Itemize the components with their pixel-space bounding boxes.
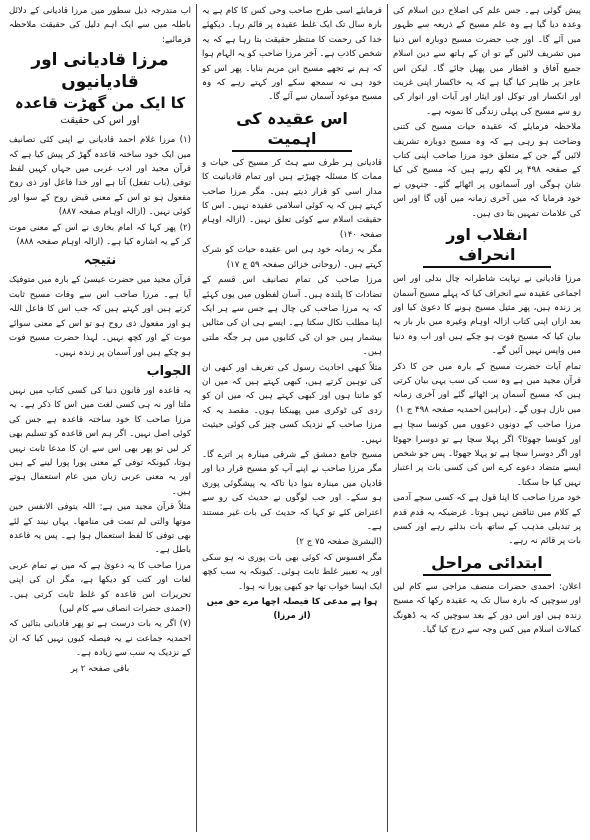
paragraph: (۱) مرزا غلام احمد قادیانی نے اپنی کئی تصانیف میں ایک خود ساختہ قاعدہ گھڑ کر پیش کیا ہے کہ قرآن مجید اور ادب عربی میں جہاں کہیں لفظ توفی (باب تفعل) آتا ہے اور خدا فاعل اور ذی روح مفعول ہو تو اس کے معنی قبض روح کے سوا اور کوئی نہیں۔ (ازالہ اوہام صفحہ ۸۸۷) — [9, 135, 191, 218]
paragraph: اعلان: احمدی حضرات منصف مزاجی سے کام لیں اور سوچیں کہ بارہ سال تک یہ عقیدہ رکھا کہ مسیح زندہ ہیں اور اس دور کے بعد سوچیں کہ یہ ڈھونگ کمالات اسلام میں کس وجہ سے درج کیا گیا۔ — [393, 581, 581, 636]
paragraph: فرمایئے اسی طرح صاحب وحی کس کا کام ہے یہ بارہ سال تک ایک غلط عقیدہ پر قائم رہا۔ دیکھئے خدا کی رحمت کا منتظر حقیقت بتا رہا ہے کہ یہ شخص کاذب ہے۔ آخر مرزا صاحب کو یہ الہام ہوا کہ ہم نے تجھے مسیح ابن مریم بنایا۔ پھر اس کو خود ہی نہ سمجھ سکے اور کہتے رہے کہ وہ مسیح موعود آسمان سے آئے گا۔ — [202, 6, 382, 103]
paragraph: قادیانی ہر طرف سے ہٹ کر مسیح کی حیات و ممات کا مسئلہ چھیڑتے ہیں اور تمام قادیانیت کا مدار اسی کو قرار دیتے ہیں۔ مگر مرزا صاحب کہتے ہیں کہ یہ کوئی اسلامی عقیدہ نہیں۔ اس کا حقیقت اسلام سے کوئی تعلق نہیں۔ (ازالہ اوہام صفحہ ۱۴۰) — [202, 157, 382, 240]
paragraph: مثلاً قرآن مجید میں ہے: اللہ یتوفی الانفس حین موتھا والتی لم تمت فی منامھا۔ یہاں نیند کے لئے بھی توفی کا لفظ استعمال ہوا ہے۔ پس یہ قاعدہ باطل ہے۔ — [9, 502, 191, 556]
section-heading: انقلاب اور انحراف — [423, 225, 551, 268]
paragraph: یہ قاعدہ اور قانون دنیا کی کسی کتاب میں نہیں ملتا اور نہ ہی کسی لغت میں اس کا ذکر ہے۔ یہ مرزا صاحب کا خود ساختہ قاعدہ ہے جس کی کوئی اصل نہیں۔ اگر ہم اس قاعدہ کو تسلیم بھی کر لیں تو پھر بھی اس سے ان کا مدعا ثابت نہیں ہوتا، کیونکہ توفی کے معنی پورا پورا لینے کے ہیں اور یہ معنی عربی زبان میں عام استعمال ہوتے ہیں۔ — [9, 385, 191, 497]
citation: (البشریٰ صفحہ ۷۵ ج ۲) — [295, 537, 382, 548]
continuation-note: باقی صفحہ ۲ پر — [70, 663, 130, 674]
paragraph: (۷) اگر یہ بات درست ہے تو پھر قادیانی بتائیں کہ احمدیہ جماعت نے یہ فیصلہ کیوں نہیں کیا کہ ان کے نزدیک یہ سب سے زیادہ ہے۔ — [9, 619, 191, 659]
intro-paragraph: اب مندرجہ ذیل سطور میں مرزا قادیانی کے دلائل باطلہ میں سے ایک اہم دلیل کی حقیقت ملاحظہ فرمائیے: — [9, 6, 191, 45]
newspaper-page — [4, 4, 586, 832]
article-title — [9, 49, 191, 129]
verse: ہوا ہے مدعی کا فیصلہ اچھا مرے حق میں (از مرزا) — [206, 597, 378, 622]
paragraph: ملاحظہ فرمایئے کہ عقیدہ حیات مسیح کی کتنی وضاحت ہو رہی ہے کہ وہ مسیح دوبارہ تشریف لائیں گے جن کے متعلق خود مرزا صاحب اپنی کتاب کے صفحہ ۴۹۸ پر لکھ رہے ہیں کہ مسیح کی کیا شان ہوگی اور آسمانوں پر اٹھائے گئے۔ جنہوں نے خود فرمایا کہ میں آخری زمانہ میں آؤں گا اور اس کی علامات تمہیں بتا دی ہیں۔ — [393, 122, 581, 219]
paragraph: مگر یہ زمانہ خود ہی اس عقیدہ حیات کو شرک کہتے ہیں۔ (روحانی خزائن صفحہ ۵۹ ج ۱۷) — [202, 245, 382, 270]
section-heading: نتیجہ — [83, 253, 117, 269]
paragraph: مسیح جامع دمشق کے شرقی مینارہ پر اترے گا۔ مگر مرزا صاحب نے اپنے آپ کو مسیح قرار دیا اور قادیان میں مینارہ بنوا دیا تاکہ یہ پیشگوئی پوری ہو سکے۔ اور جب لوگوں نے حدیث کی رو سے اعتراض کئے تو کہا کہ حدیث کی بات غیر مستند ہے۔ — [202, 449, 382, 532]
paragraph: مثلاً کبھی احادیث رسول کی تعریف اور کبھی ان کی توہین کرتے ہیں، کبھی کہتے ہیں کہ میں ان کو مانتا ہوں اور کبھی کہتے ہیں کہ میں ان کو ردی کی ٹوکری میں پھینکتا ہوں۔ مقصد یہ کہ مرزا صاحب کے نزدیک کسی چیز کی کوئی حیثیت نہیں۔ — [202, 362, 382, 445]
paragraph: مرزا صاحب کے دونوں دعووں میں کونسا سچا ہے اور کونسا جھوٹا؟ اگر پہلا سچا ہے تو دوسرا جھوٹا اور اگر دوسرا سچا ہے تو پہلا جھوٹا۔ پس جو شخص ایسے متضاد دعوے کرے اس کی کسی بات پر اعتبار نہیں کیا جا سکتا۔ — [393, 420, 581, 488]
paragraph: قرآن مجید میں حضرت عیسیٰ کے بارہ میں متوفیک آیا ہے۔ مرزا صاحب اس سے وفات مسیح ثابت کرتے ہیں اور کہتے ہیں کہ جب اس کا فاعل اللہ ہو اور مفعول ذی روح ہو تو اس کے معنی سوائے موت کے اور کچھ نہیں۔ لہذا حضرت مسیح فوت ہو چکے ہیں اور آسمان پر زندہ نہیں۔ — [9, 275, 191, 358]
left-column — [4, 4, 196, 832]
paragraph: مگر افسوس کہ کوئی بھی بات پوری نہ ہو سکی اور یہ تعبیر غلط ثابت ہوئی۔ کیونکہ یہ سب کچھ ایک ایسا خواب تھا جو کبھی پورا نہ ہوا۔ — [202, 552, 382, 592]
paragraph: مرزا قادیانی نے نہایت شاطرانہ چال بدلی اور اس اجماعی عقیدہ سے انحراف کیا کہ پہلے مسیح آسمان پر زندہ ہیں، پھر مثیل مسیح ہونے کا دعویٰ کیا اور بعد ازاں اپنی کتاب ازالہ اوہام وغیرہ میں بار بار یہ بیان کیا کہ مسیح فوت ہو چکے ہیں اور اب وہ دنیا میں واپس نہیں آئیں گے۔ — [393, 274, 581, 357]
paragraph: مرزا صاحب کا یہ دعویٰ ہے کہ میں نے تمام عربی لغات اور کتب کو دیکھا ہے، مگر ان کی اپنی تحریرات اس قاعدہ کو غلط ثابت کرتی ہیں۔ (احمدی حضرات انصاف سے کام لیں) — [9, 560, 191, 614]
title-line-2: کا ایک من گھڑت قاعدہ — [14, 94, 186, 113]
title-line-1: مرزا قادیانی اور قادیانیوں — [31, 50, 169, 93]
middle-column — [196, 4, 388, 832]
paragraph: خود مرزا صاحب کا اپنا قول ہے کہ کسی سچے آدمی کے کلام میں تناقض نہیں ہوتا۔ غرضیکہ یہ قدم قدم پر تبدیلی مذہب کے ساتھ بات بدلتے رہے اور کسی بات پر قائم نہ رہے۔ — [393, 493, 581, 547]
section-heading: الجواب — [146, 363, 191, 379]
paragraph: (۲) پھر کہا کہ امام بخاری نے اس کے معنی موت کر کے یہ اشارہ کیا ہے۔ (ازالہ اوہام صفحہ ۸۸۸) — [9, 222, 191, 248]
right-column — [388, 4, 586, 832]
paragraph: پیش گوئی ہے۔ جس علم کی اصلاح دین اسلام کی وعدہ دیا گیا ہے وہ علم مسیح کے ذریعہ سے ظہور میں آئے گا۔ اور جب حضرت مسیح دوبارہ اس دنیا میں تشریف لائیں گے تو ان کے ہاتھ سے دین اسلام جمیع آفاق و اقطار میں پھیل جائے گا۔ لیکن اس عاجز پر ظاہر کیا گیا ہے کہ یہ خاکسار اپنی غربت اور انکسار اور توکل اور ایثار اور آیات اور انوار کی رو سے مسیح کی پہلی زندگی کا نمونہ ہے۔ — [393, 6, 581, 117]
paragraph: مرزا صاحب کی تمام تصانیف اس قسم کے تضادات کا پلندہ ہیں۔ آسان لفظوں میں یوں کہئے کہ یہ مرزا صاحب کی چال ہے جس سے ہر ایک اپنا مطلب نکال سکتا ہے۔ ایسے ہی ان کی مثالیں بیشمار ہیں جو ان کی کتابوں میں ہر جگہ ملتی ہیں۔ — [202, 275, 382, 358]
section-heading: اس عقیدہ کی اہمیت — [232, 109, 352, 152]
paragraph: تمام آیات حضرت مسیح کے بارہ میں جن کا ذکر قرآن مجید میں ہے وہ سب کی سب یہی بیان کرتی ہیں کہ مسیح آسمان پر اٹھائے گئے اور آخری زمانہ میں نازل ہوں گے۔ (براہین احمدیہ صفحہ ۴۹۸ ج ۱) — [393, 361, 581, 415]
section-heading: ابتدائی مراحل — [423, 553, 551, 576]
title-line-3: اور اس کی حقیقت — [60, 115, 140, 127]
